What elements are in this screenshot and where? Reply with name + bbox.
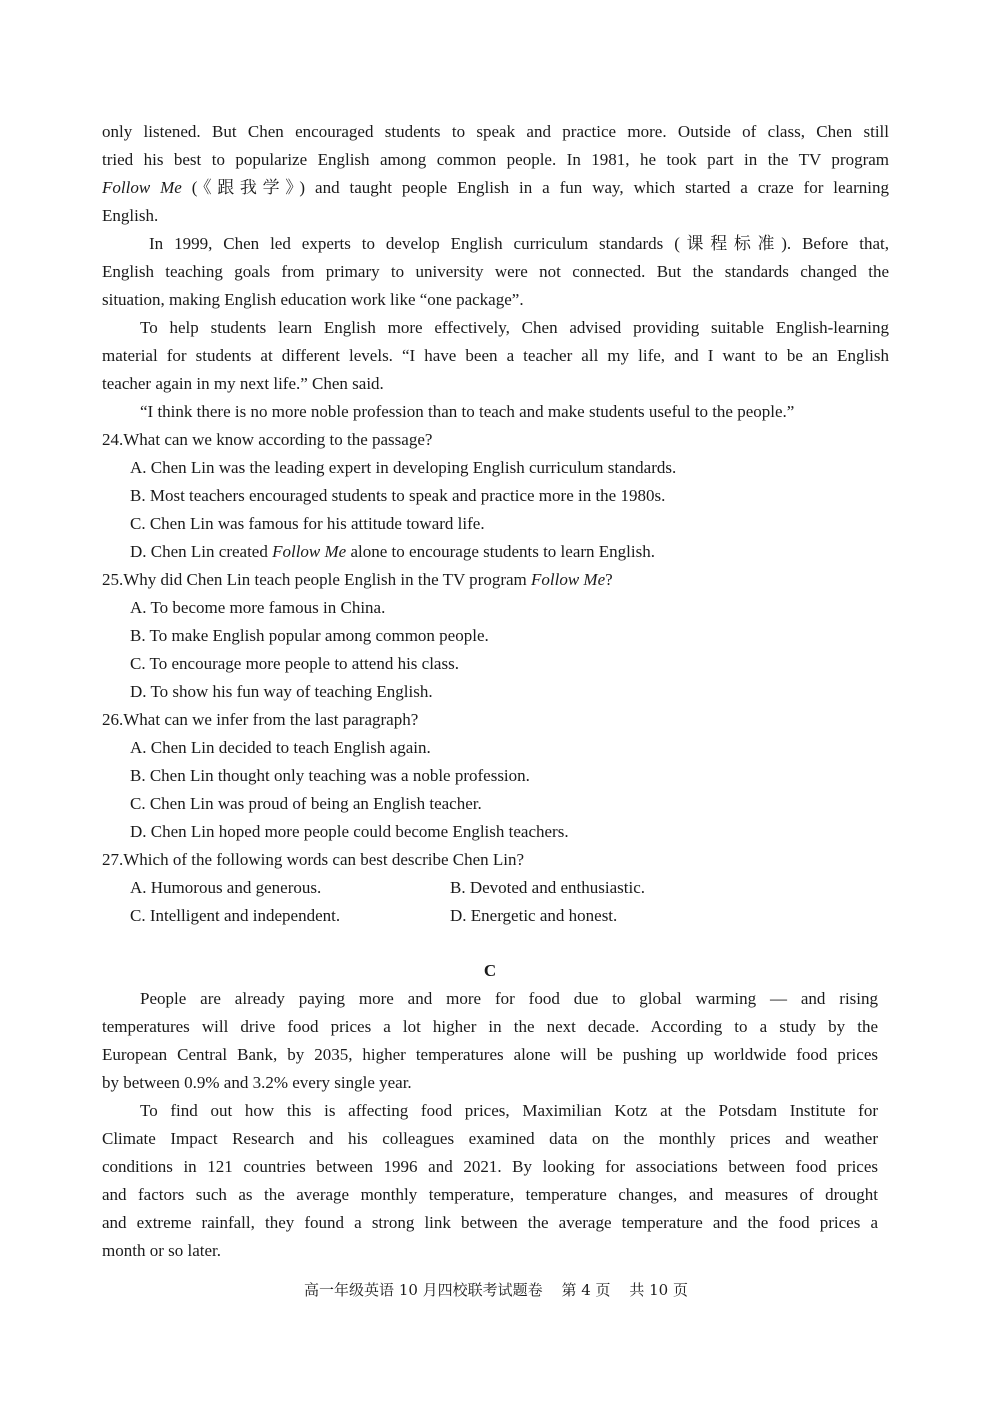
option: C. To encourage more people to attend his class. (130, 654, 459, 673)
question-stem: 24.What can we know according to the passage? (102, 430, 433, 449)
passage-line: situation, making English education work like “one package”. (102, 290, 524, 309)
option: C. Intelligent and independent. (130, 906, 341, 925)
program-title: Follow Me (102, 178, 182, 197)
passage-line: conditions in 121 countries between 1996 and 2021. By looking for associations between food prices (102, 1157, 878, 1176)
option: A. To become more famous in China. (130, 598, 386, 617)
passage-line: Climate Impact Research and his colleagues examined data on the monthly prices and weather (102, 1129, 878, 1148)
passage-line: temperatures will drive food prices a lot higher in the next decade. According to a study by the (102, 1017, 878, 1036)
page-footer (0, 1278, 992, 1302)
question-stem: 27.Which of the following words can best describe Chen Lin? (102, 850, 525, 869)
question-stem: 26.What can we infer from the last paragraph? (102, 710, 419, 729)
passage-line: by between 0.9% and 3.2% every single year. (102, 1073, 412, 1092)
program-title: Follow Me (272, 542, 347, 561)
passage-line: To find out how this is affecting food prices, Maximilian Kotz at the Potsdam Institute for (140, 1101, 878, 1120)
exam-title: 高一年级英语 10 月四校联考试题卷 (304, 1281, 543, 1299)
option: A. Humorous and generous. (130, 878, 322, 897)
passage-b (102, 118, 889, 930)
section-heading: C (483, 961, 497, 980)
passage-line: English. (102, 206, 159, 225)
option: C. Chen Lin was proud of being an English teacher. (130, 794, 482, 813)
page-total: 共 10 页 (629, 1281, 688, 1299)
option: D. To show his fun way of teaching English. (130, 682, 433, 701)
passage-line: and extreme rainfall, they found a strong link between the average temperature and the food prices a (102, 1213, 878, 1232)
question-stem (102, 566, 889, 594)
passage-line: “I think there is no more noble profession than to teach and make students useful to the people.” (140, 402, 795, 421)
option-text: D. Chen Lin created (130, 542, 273, 561)
passage-line: only listened. But Chen encouraged students to speak and practice more. Outside of class, Chen still (102, 122, 889, 141)
passage-line: In 1999, Chen led experts to develop English curriculum standards (课程标准). Before that, (149, 234, 889, 253)
option: B. Chen Lin thought only teaching was a noble profession. (130, 766, 530, 785)
passage-c (102, 957, 878, 1265)
option: B. Devoted and enthusiastic. (450, 878, 645, 897)
program-title: Follow Me (531, 570, 606, 589)
passage-line: tried his best to popularize English among common people. In 1981, he took part in the TV program (102, 150, 889, 169)
option: D. Chen Lin hoped more people could become English teachers. (130, 822, 569, 841)
option: A. Chen Lin was the leading expert in developing English curriculum standards. (130, 458, 677, 477)
passage-text: (《跟我学》) and taught people English in a fun way, which started a craze for learning (181, 178, 889, 197)
passage-line: European Central Bank, by 2035, higher temperatures alone will be pushing up worldwide food prices (102, 1045, 878, 1064)
option: A. Chen Lin decided to teach English again. (130, 738, 431, 757)
question-text: ? (605, 570, 613, 589)
passage-line: and factors such as the average monthly temperature, temperature changes, and measures of drought (102, 1185, 878, 1204)
option: C. Chen Lin was famous for his attitude toward life. (130, 514, 485, 533)
option: B. To make English popular among common people. (130, 626, 489, 645)
question-text: 25.Why did Chen Lin teach people English in the TV program (102, 570, 532, 589)
passage-line: To help students learn English more effectively, Chen advised providing suitable English-learning (140, 318, 889, 337)
option-row (102, 902, 889, 930)
option-row (102, 874, 889, 902)
option: B. Most teachers encouraged students to speak and practice more in the 1980s. (130, 486, 666, 505)
option (102, 538, 889, 566)
passage-line: English teaching goals from primary to university were not connected. But the standards changed the (102, 262, 889, 281)
passage-line: People are already paying more and more for food due to global warming — and rising (140, 989, 878, 1008)
page-number: 第 4 页 (561, 1281, 611, 1299)
passage-line: material for students at different levels. “I have been a teacher all my life, and I want to be an English (102, 346, 889, 365)
option: D. Energetic and honest. (450, 906, 618, 925)
passage-line: month or so later. (102, 1241, 221, 1260)
passage-line: teacher again in my next life.” Chen said. (102, 374, 384, 393)
passage-line (102, 174, 889, 202)
option-text: alone to encourage students to learn English. (346, 542, 655, 561)
